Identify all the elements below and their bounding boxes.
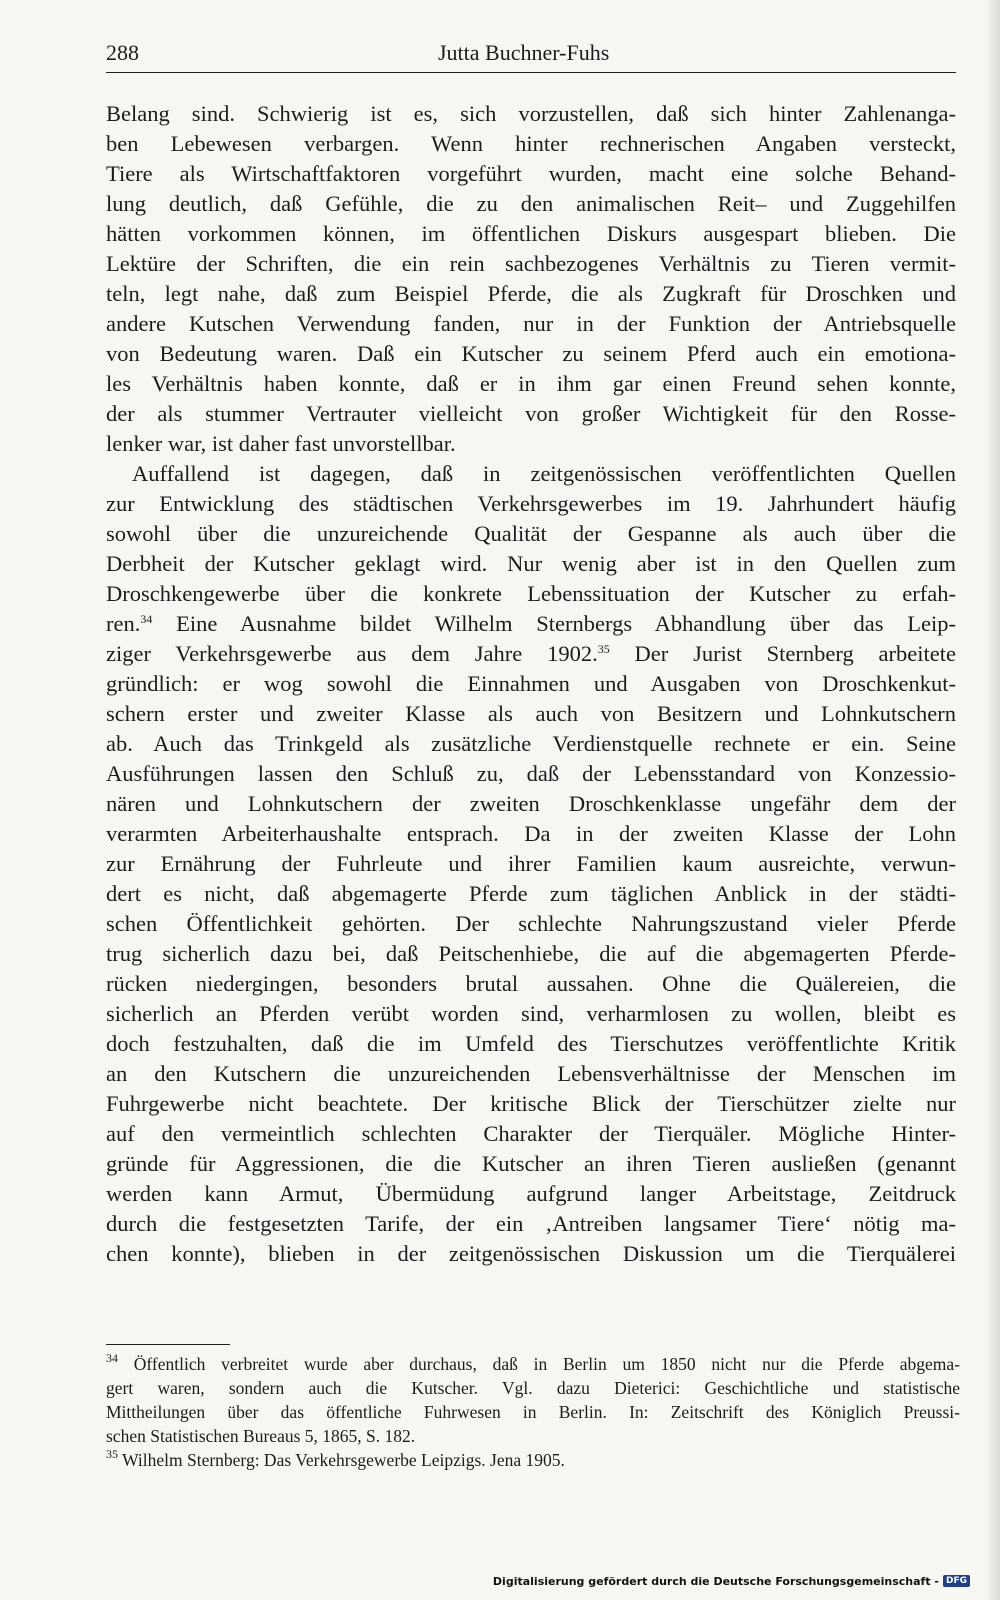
- text-line: lenker war, ist daher fast unvorstellbar.: [106, 431, 456, 456]
- text-line: lung deutlich, daß Gefühle, die zu den animalischen Reit– und Zuggehilfen: [106, 191, 956, 216]
- footnote-text: Wilhelm Sternberg: Das Verkehrsgewerbe Leipzigs. Jena 1905.: [122, 1450, 565, 1470]
- text-line: zur Ernährung der Fuhrleute und ihrer Familien kaum ausreichte, verwun-: [106, 851, 956, 876]
- footnote-ref-34[interactable]: 34: [140, 612, 153, 626]
- footnote-line: gert waren, sondern auch die Kutscher. Vgl. dazu Dieterici: Geschichtliche und statistische: [106, 1378, 960, 1398]
- text-line: [106, 609, 956, 639]
- footnote-text: Öffentlich verbreitet wurde aber durchaus, daß in Berlin um 1850 nicht nur die Pferde abgema-: [133, 1354, 960, 1374]
- text-line: sicherlich an Pferden verübt worden sind, verharmlosen zu wollen, bleibt es: [106, 1001, 956, 1026]
- running-header: [106, 38, 956, 73]
- text-line: von Bedeutung waren. Daß ein Kutscher zu seinem Pferd auch ein emotiona-: [106, 341, 956, 366]
- footnote-34: [106, 1352, 960, 1376]
- text-line: Tiere als Wirtschaftfaktoren vorgeführt wurden, macht eine solche Behand-: [106, 161, 956, 186]
- text-line: gründlich: er wog sowohl die Einnahmen und Ausgaben von Droschkenkut-: [106, 671, 956, 696]
- digitization-credit: [493, 1572, 970, 1590]
- footnote-line: schen Statistischen Bureaus 5, 1865, S. 182.: [106, 1426, 416, 1446]
- text-segment: Eine Ausnahme bildet Wilhelm Sternbergs Abhandlung über das Leip-: [176, 611, 956, 636]
- text-line: ab. Auch das Trinkgeld als zusätzliche Verdienstquelle rechnete er ein. Seine: [106, 731, 956, 756]
- text-line: doch festzuhalten, daß die im Umfeld des Tierschutzes veröffentlichte Kritik: [106, 1031, 956, 1056]
- footnote-number: 35: [106, 1448, 118, 1461]
- text-line: teln, legt nahe, daß zum Beispiel Pferde, die als Zugkraft für Droschken und: [106, 281, 956, 306]
- text-line: an den Kutschern die unzureichenden Lebensverhältnisse der Menschen im: [106, 1061, 956, 1086]
- text-line: dert es nicht, daß abgemagerte Pferde zum täglichen Anblick in der städti-: [106, 881, 956, 906]
- page-number: 288: [106, 40, 139, 65]
- footnote-divider: [106, 1344, 230, 1345]
- text-segment: ren.: [106, 611, 141, 636]
- text-line: zur Entwicklung des städtischen Verkehrsgewerbes im 19. Jahrhundert häufig: [106, 491, 956, 516]
- text-line: sowohl über die unzureichende Qualität der Gespanne als auch über die: [106, 521, 956, 546]
- footnote-line: Mittheilungen über das öffentliche Fuhrwesen in Berlin. In: Zeitschrift des Königlich Preussi-: [106, 1402, 960, 1422]
- text-line: Fuhrgewerbe nicht beachtete. Der kritische Blick der Tierschützer zielte nur: [106, 1091, 956, 1116]
- footnote-number: 34: [106, 1352, 118, 1365]
- text-line: schen Öffentlichkeit gehörten. Der schlechte Nahrungszustand vieler Pferde: [106, 911, 956, 936]
- text-line: les Verhältnis haben konnte, daß er in ihm gar einen Freund sehen konnte,: [106, 371, 956, 396]
- dfg-logo-icon: DFG: [943, 1575, 970, 1587]
- footnote-ref-35[interactable]: 35: [597, 642, 610, 656]
- text-line: Ausführungen lassen den Schluß zu, daß der Lebensstandard von Konzessio-: [106, 761, 956, 786]
- text-line: gründe für Aggressionen, die die Kutscher an ihren Tieren ausließen (genannt: [106, 1151, 956, 1176]
- text-line: Derbheit der Kutscher geklagt wird. Nur wenig aber ist in den Quellen zum: [106, 551, 956, 576]
- text-line: verarmten Arbeiterhaushalte entsprach. Da in der zweiten Klasse der Lohn: [106, 821, 956, 846]
- text-line: chen konnte), blieben in der zeitgenössischen Diskussion um die Tierquälerei: [106, 1241, 956, 1266]
- page-edge-shadow: [986, 0, 1000, 1600]
- credit-text: Digitalisierung gefördert durch die Deutsche Forschungsgemeinschaft -: [492, 1574, 939, 1588]
- text-line: [106, 639, 956, 669]
- footnote-35: [106, 1448, 960, 1472]
- text-line: Belang sind. Schwierig ist es, sich vorzustellen, daß sich hinter Zahlenanga-: [106, 101, 956, 126]
- running-head-author: Jutta Buchner-Fuhs: [438, 40, 610, 65]
- text-line: ben Lebewesen verbargen. Wenn hinter rechnerischen Angaben versteckt,: [106, 131, 956, 156]
- text-line: hätten vorkommen können, im öffentlichen Diskurs ausgespart blieben. Die: [106, 221, 956, 246]
- text-line: andere Kutschen Verwendung fanden, nur in der Funktion der Antriebsquelle: [106, 311, 956, 336]
- text-line: schern erster und zweiter Klasse als auch von Besitzern und Lohnkutschern: [106, 701, 956, 726]
- text-segment: ziger Verkehrsgewerbe aus dem Jahre 1902.: [106, 641, 598, 666]
- footnotes: [106, 1352, 960, 1472]
- body-text: [106, 99, 956, 1269]
- text-line: trug sicherlich dazu bei, daß Peitschenhiebe, die auf die abgemagerten Pferde-: [106, 941, 956, 966]
- text-line: auf den vermeintlich schlechten Charakter der Tierquäler. Mögliche Hinter-: [106, 1121, 956, 1146]
- text-line: Auffallend ist dagegen, daß in zeitgenössischen veröffentlichten Quellen: [132, 461, 956, 486]
- text-line: Lektüre der Schriften, die ein rein sachbezogenes Verhältnis zu Tieren vermit-: [106, 251, 956, 276]
- text-line: der als stummer Vertrauter vielleicht von großer Wichtigkeit für den Rosse-: [106, 401, 956, 426]
- text-line: rücken niedergingen, besonders brutal aussahen. Ohne die Quälereien, die: [106, 971, 956, 996]
- text-line: nären und Lohnkutschern der zweiten Droschkenklasse ungefähr dem der: [106, 791, 956, 816]
- text-line: Droschkengewerbe über die konkrete Lebenssituation der Kutscher zu erfah-: [106, 581, 956, 606]
- text-segment: Der Jurist Sternberg arbeitete: [634, 641, 956, 666]
- text-line: durch die festgesetzten Tarife, der ein ‚Antreiben langsamer Tiere‘ nötig ma-: [106, 1211, 956, 1236]
- text-line: werden kann Armut, Übermüdung aufgrund langer Arbeitstage, Zeitdruck: [106, 1181, 956, 1206]
